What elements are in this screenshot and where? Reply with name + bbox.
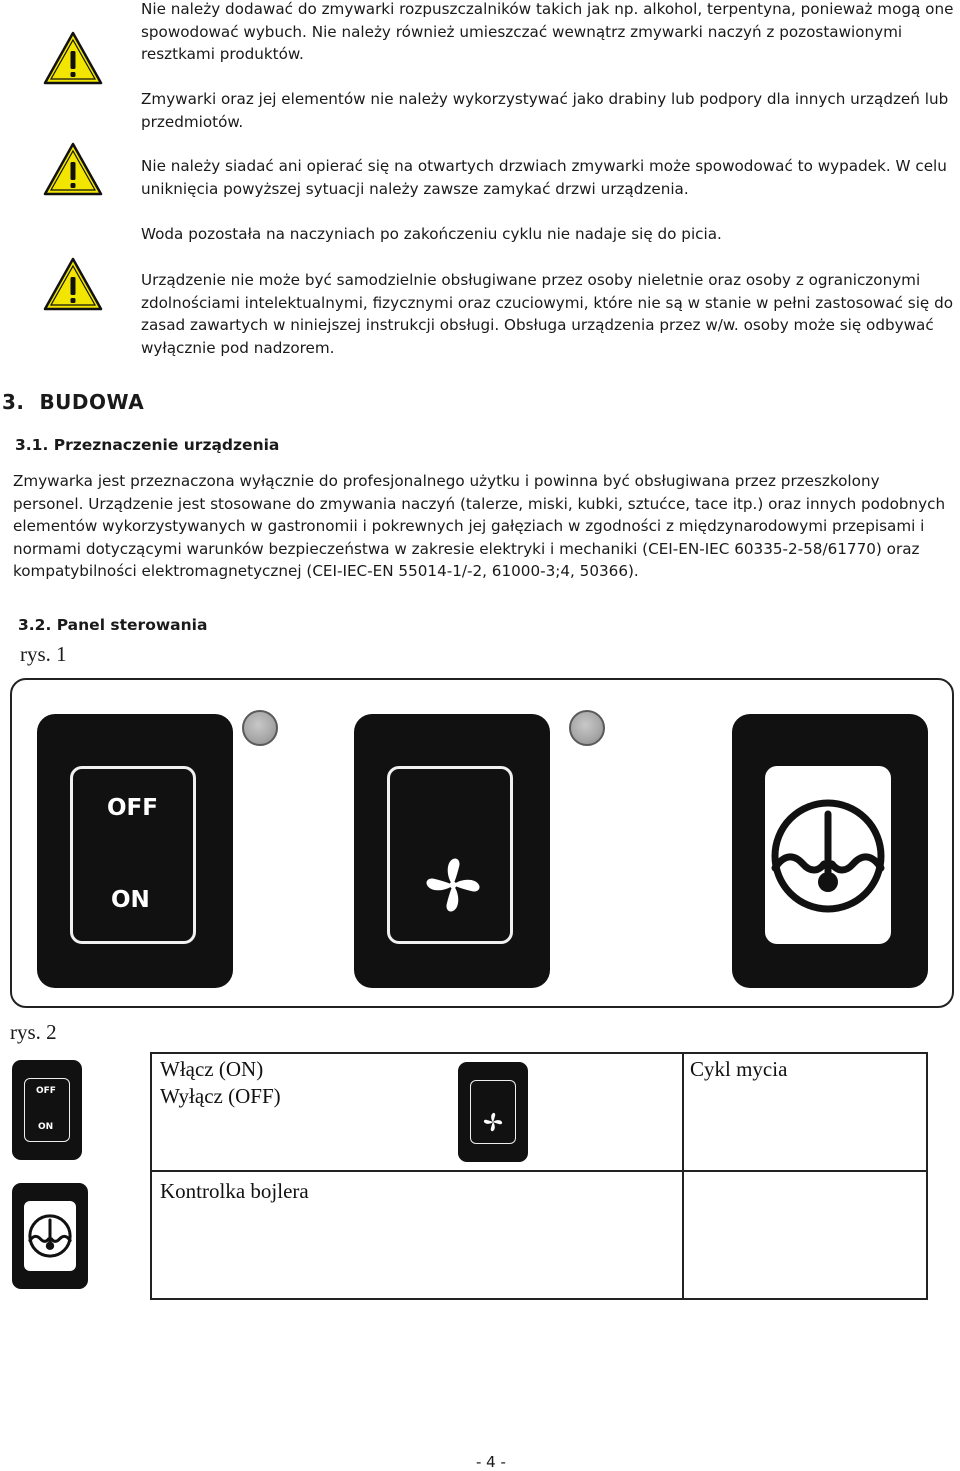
legend-cell-wash: [683, 1053, 927, 1171]
on-label: ON: [111, 887, 150, 913]
power-switch[interactable]: [37, 714, 233, 988]
on-label: ON: [38, 1122, 54, 1132]
power-switch-insert: [70, 766, 196, 944]
legend-wash-text: Cykl mycia: [690, 1057, 788, 1081]
boiler-indicator: [732, 714, 928, 988]
warning-text-supervision: Urządzenie nie może być samodzielnie obsługiwane przez osoby nieletnie oraz osoby z ograniczonymi zdolnościami intelektualnymi, fizycznymi oraz czuciowymi, które nie są w stanie w pełni zastosować się do zasad zawartych w niniejszej instrukcji obsługi. Obsługa urządzenia przez w/w. osoby może się odbywać wyłącznie pod nadzorem.: [141, 271, 954, 357]
control-panel: [10, 678, 954, 1008]
wash-cycle-insert: [387, 766, 513, 944]
power-switch-thumbnail: [12, 1060, 82, 1160]
warning-icon: [42, 30, 104, 86]
legend-cell-power: [151, 1053, 683, 1171]
off-label: OFF: [36, 1086, 56, 1096]
warning-text-water: Woda pozostała na naczyniach po zakończeniu cyklu nie nadaje się do picia.: [141, 225, 722, 243]
warning-text-door: Nie należy siadać ani opierać się na otwartych drzwiach zmywarki może spowodować to wypadek. W celu uniknięcia powyższej sytuacji należy zawsze zamykać drzwi urządzenia.: [141, 157, 947, 198]
indicator-lamp: [242, 710, 278, 746]
legend-table: [150, 1052, 928, 1300]
figure-caption-1: rys. 1: [20, 642, 67, 666]
subsection-title-purpose: 3.1. Przeznaczenie urządzenia: [15, 436, 280, 454]
boiler-indicator-thumbnail: [12, 1183, 88, 1289]
page-number: - 4 -: [476, 1453, 506, 1471]
warning-icon: [42, 256, 104, 312]
boiler-indicator-insert: [765, 766, 891, 944]
wash-cycle-button[interactable]: [354, 714, 550, 988]
legend-power-on-text: Włącz (ON): [160, 1057, 264, 1081]
off-label: OFF: [107, 795, 158, 821]
legend-cell-boiler: [151, 1171, 683, 1299]
legend-boiler-text: Kontrolka bojlera: [160, 1179, 309, 1203]
warning-text-solvents: Nie należy dodawać do zmywarki rozpuszczalników takich jak np. alkohol, terpentyna, ponieważ mogą one spowodować wybuch. Nie należy również umieszczać wewnątrz zmywarki naczyń z pozostawionymi resztkami produktów.: [141, 0, 954, 63]
power-switch-thumbnail-insert: [24, 1078, 70, 1142]
figure-caption-2: rys. 2: [10, 1020, 57, 1044]
warning-text-ladder: Zmywarki oraz jej elementów nie należy wykorzystywać jako drabiny lub podpory dla innych urządzeń lub przedmiotów.: [141, 90, 949, 131]
boiler-thermometer-icon: [28, 1214, 72, 1258]
boiler-indicator-thumbnail-insert: [24, 1201, 76, 1271]
warning-icon: [42, 141, 104, 197]
legend-power-off-text: Wyłącz (OFF): [160, 1084, 281, 1108]
section-title: 3. BUDOWA: [2, 390, 145, 414]
subsection-title-control-panel: 3.2. Panel sterowania: [18, 616, 208, 634]
purpose-text: Zmywarka jest przeznaczona wyłącznie do profesjonalnego użytku i powinna być obsługiwana przez przeszkolony personel. Urządzenie jest stosowane do zmywania naczyń (talerze, miski, kubki, sztućce, tace itp.) oraz innych podobnych elementów wykorzystywanych w gastronomii i pokrewnych jej gałęziach w zgodności z międzynarodowymi przepisami i normami dotyczącymi warunków bezpieczeństwa w zakresie elektryki i mechaniki (CEI-EN-IEC 60335-2-58/61770) oraz kompatybilności elektromagnetycznej (CEI-IEC-EN 55014-1/-2, 61000-3;4, 50366).: [13, 472, 946, 580]
boiler-thermometer-icon: [770, 798, 886, 914]
fan-icon: [421, 853, 485, 917]
indicator-lamp: [569, 710, 605, 746]
legend-cell-empty: [683, 1171, 927, 1299]
